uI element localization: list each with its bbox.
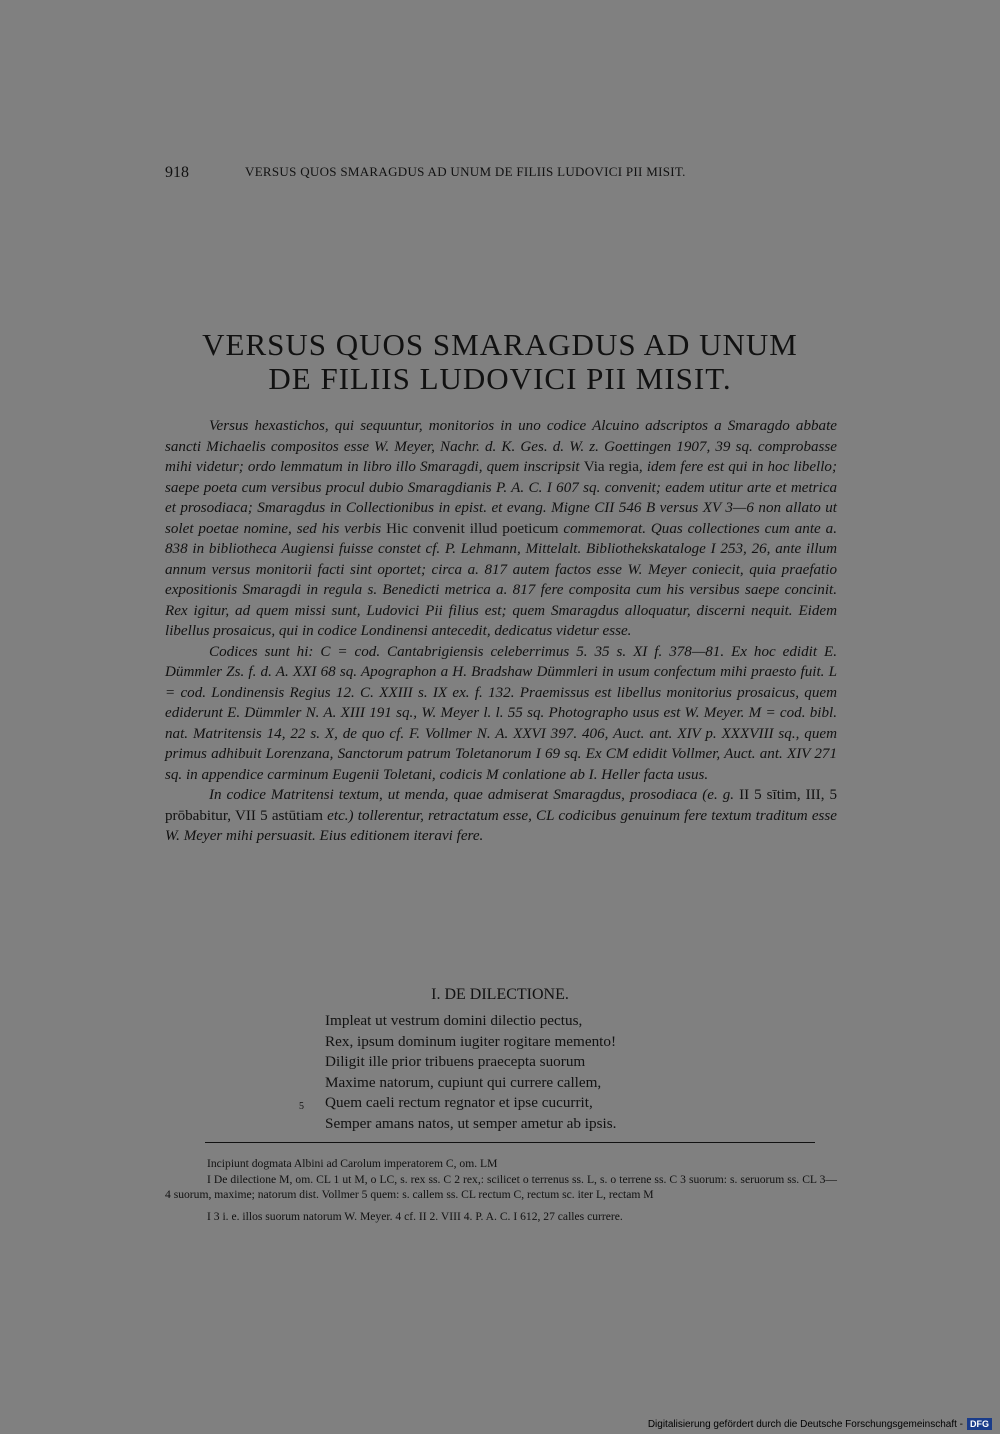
title-line-1: VERSUS QUOS SMARAGDUS AD UNUM [202,327,798,362]
intro-p1-text-e: commemorat. Quas collectiones cum ante a. 838 in bibliotheca Augiensi fuisse constet cf. P. Lehmann, Mittelalt. Bibliothekskataloge I 253, 26, ante illum annum versus monitorii facti sint oportet; circa a. 817 autem factos esse W. Meyer coniecit, quia praefatio expositionis Smaragdi in regula s. Benedicti metrica a. 817 fere composita cum his versibus saepe concinit. Rex igitur, ad quem missi sunt, Ludovici Pii filius est; quem Smaragdus alloquatur, discerni nequit. Eidem libellus prosaicus, qui in codice Londinensi antecedit, dedicatus videtur esse. [165,520,837,639]
page-title [150,328,850,396]
intro-p3-text-a: In codice Matritensi textum, ut menda, quae admiserat Smaragdus, prosodiaca (e. g. [209,787,740,803]
title-line-2: DE FILIIS LUDOVICI PII MISIT. [268,361,732,396]
running-title: VERSUS QUOS SMARAGDUS AD UNUM DE FILIIS LUDOVICI PII MISIT. [245,164,686,179]
poem-line: Rex, ipsum dominum iugiter rogitare memento! [325,1032,617,1050]
note-critical-apparatus: I De dilectione M, om. CL 1 ut M, o LC, s. rex ss. C 2 rex,: scilicet o terrenus ss. L, s. o terrene ss. C 3 suorum: s. seruorum ss. CL 3—4 suorum, maxime; natorum dist. Vollmer 5 quem: s. callem ss. CL rectum C, rectum sc. iter L, rectam M [165,1172,837,1202]
apparatus-notes [165,1156,837,1224]
dfg-logo-icon: DFG [967,1418,992,1430]
poem-line-text: Quem caeli rectum regnator et ipse cucurrit, [325,1094,593,1111]
intro-paragraph-2: Codices sunt hi: C = cod. Cantabrigiensis celeberrimus 5. 35 s. XI f. 378—81. Ex hoc edidit E. Dümmler Zs. f. d. A. XXI 68 sq. Apographon a H. Bradshaw Dümmleri in usum confectum mihi praesto fuit. L = cod. Londinensis Regius 12. C. XXIII s. IX ex. f. 132. Praemissus est libellus monitorius prosaicus, quem ediderunt E. Dümmler N. A. XIII 191 sq., W. Meyer l. l. 55 sq. Photographo usus est W. Meyer. M = cod. bibl. nat. Matritensis 14, 22 s. X, de quo cf. F. Vollmer N. A. XXVI 397. 406, Auct. ant. XIV p. XXXVIII sq., quem primus adhibuit Lorenzana, Sanctorum patrum Toletanorum I 69 sq. Ex CM edidit Vollmer, Auct. ant. XIV 271 sq. in appendice carminum Eugenii Toletani, codicis M conlatione ab I. Heller facta usus. [165,643,837,783]
page-number: 918 [165,164,189,181]
poem-line: Maxime natorum, cupiunt qui currere callem, [325,1073,602,1091]
note-sources: I 3 i. e. illos suorum natorum W. Meyer. 4 cf. II 2. VIII 4. P. A. C. I 612, 27 calles currere. [207,1209,623,1223]
intro-p1-text-c: , idem fere est qui in hoc libello; saepe poeta cum versibus procul dubio Smaragdianis P. A. C. I 607 sq. convenit; eadem utitur arte et metrica et prosodiaca; Smaragdus in Collectionibus in epist. et evang. Migne CII 546 B versus XV 3—6 non allato ut solet poetae nomine, sed his verbis [165,459,838,537]
intro-p1-via-regia: Via regia [583,459,639,475]
intro-p1-text-a: Versus hexastichos, qui sequuntur, monitorios in uno codice Alcuino adscriptos a Smaragdo abbate sancti Michaelis compositos esse W. Meyer, Nachr. d. K. Ges. d. W. z. Goettingen 1907, 39 sq. comprobasse mihi videtur; ordo lemmatum in libro illo Smaragdi, quem inscripsit [165,418,837,475]
credit-text: Digitalisierung gefördert durch die Deutsche Forschungsgemeinschaft - [647,1418,963,1430]
poem-line: Diligit ille prior tribuens praecepta suorum [325,1053,586,1070]
poem-line: Semper amans natos, ut semper ametur ab ipsis. [325,1114,617,1132]
intro-paragraph-1 [165,416,837,642]
poem [299,1011,745,1134]
intro-p3-text-c: etc.) tollerentur, retractatum esse, CL codicibus genuinum fere textum traditum esse W. Meyer mihi persuasit. Eius editionem iteravi fere. [165,807,837,844]
line-number: 5 [299,1101,304,1112]
intro-paragraph-3 [165,785,837,847]
note-incipit: Incipiunt dogmata Albini ad Carolum imperatorem C, om. LM [207,1157,498,1170]
poem-title: I. DE DILECTIONE. [431,986,569,1003]
poem-line-5 [299,1093,745,1114]
poem-line: Impleat ut vestrum domini dilectio pectus, [325,1012,583,1029]
digitization-credit [648,1418,992,1430]
introduction [165,416,837,847]
intro-p1-quote: Hic convenit illud poeticum [386,520,559,537]
footnote-divider [205,1142,815,1143]
intro-p3-examples: II 5 sītim, III, 5 prōbabitur, VII 5 astūtiam [165,787,837,824]
running-head [165,164,833,186]
